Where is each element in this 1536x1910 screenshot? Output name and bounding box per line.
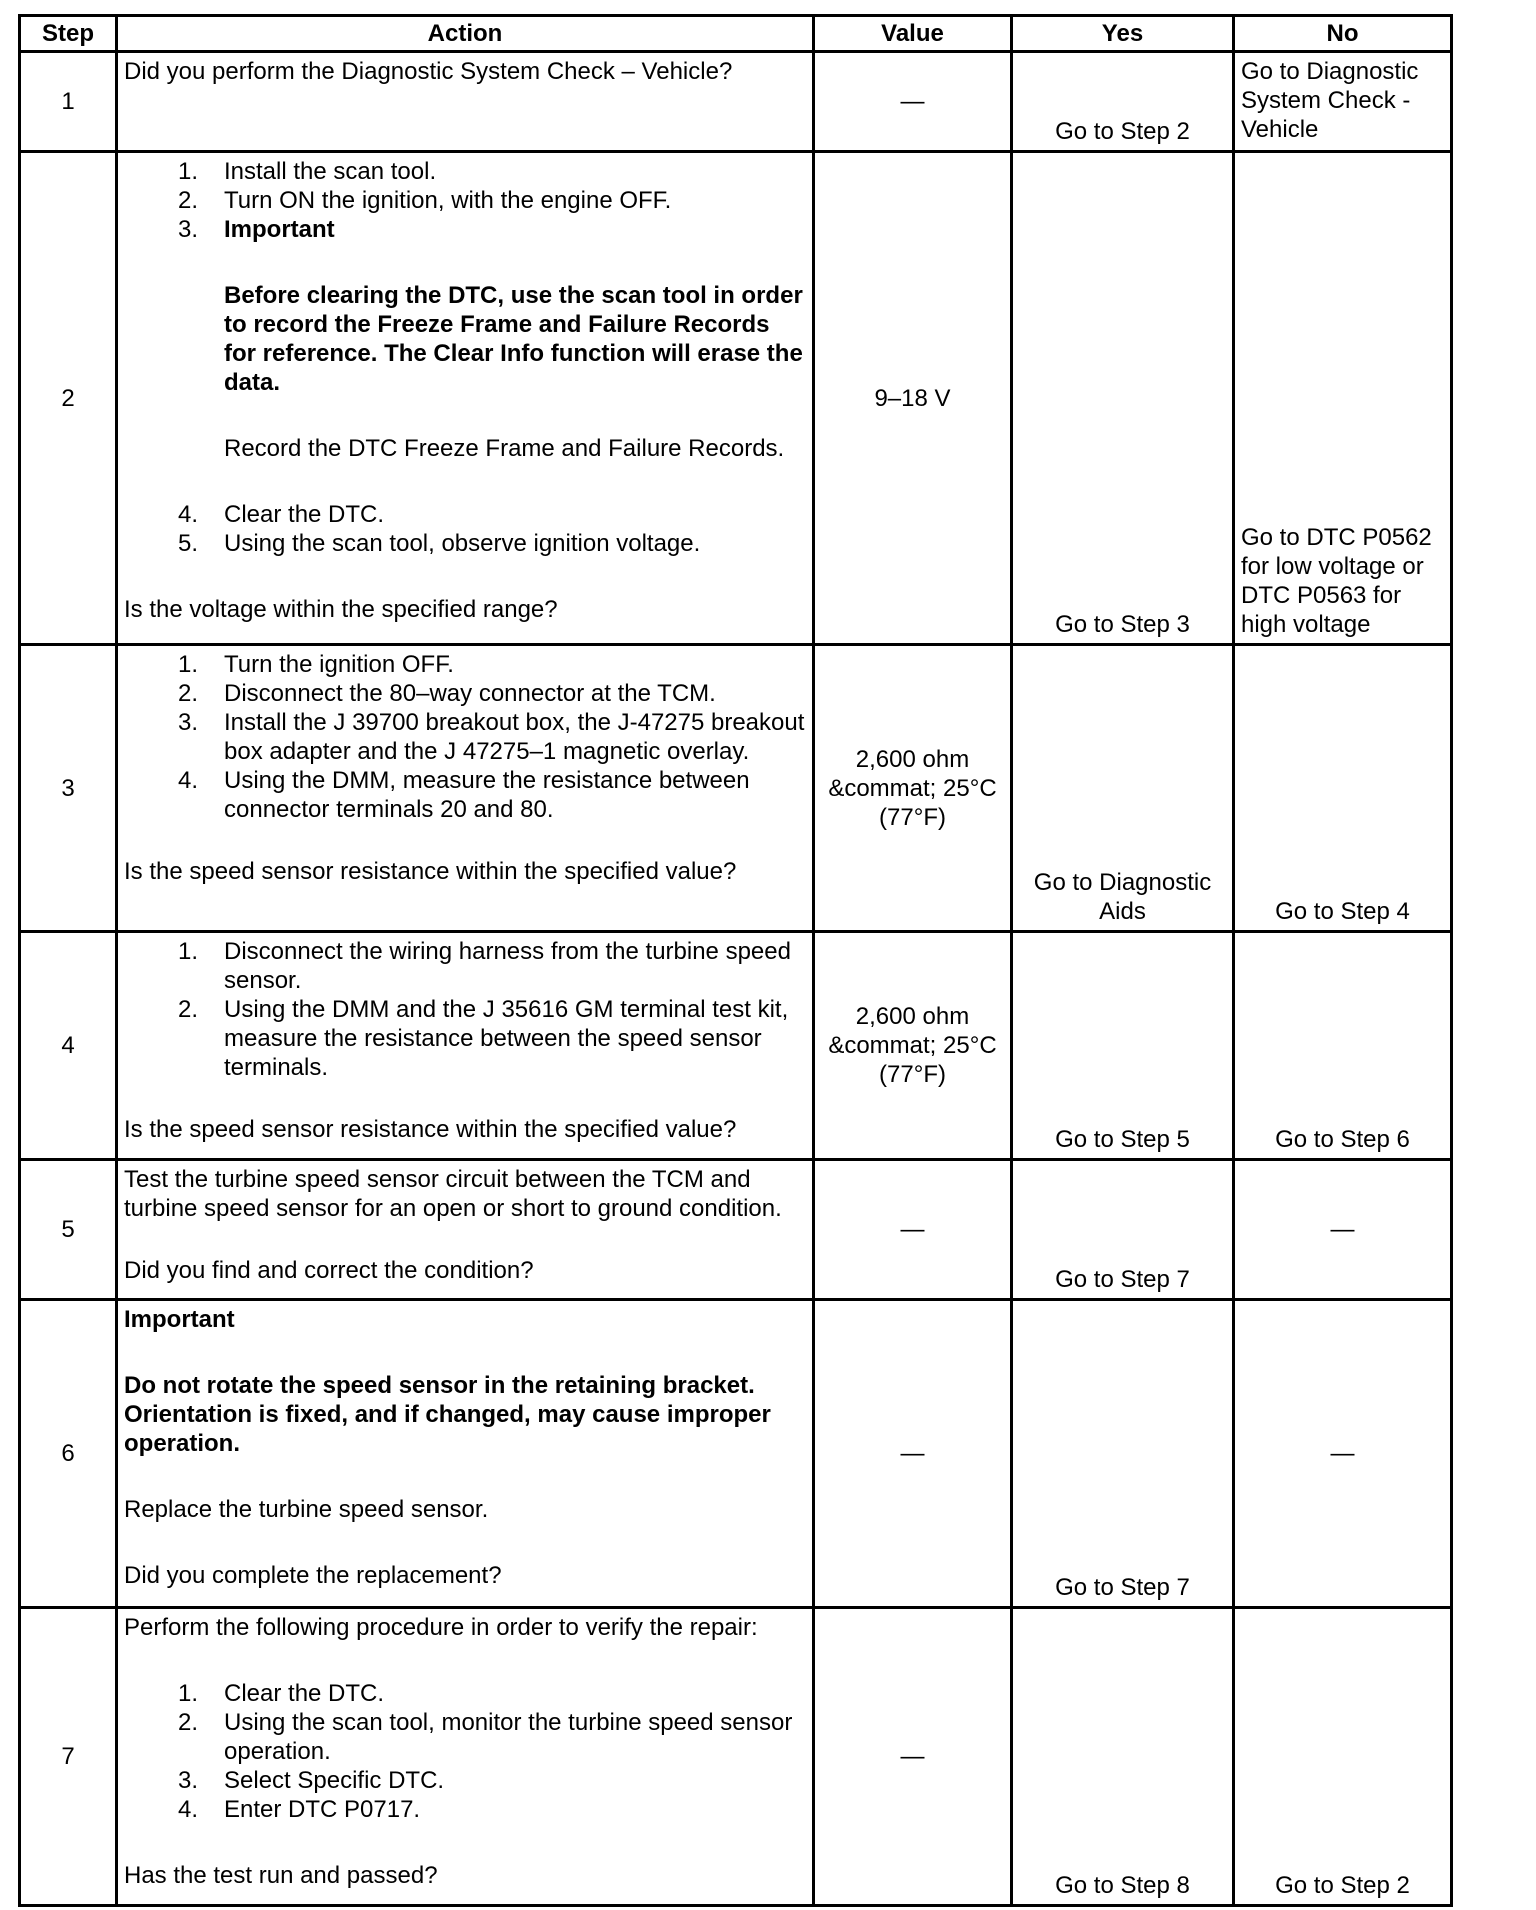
yes-cell: Go to Step 3 (1012, 152, 1234, 645)
list-item: 1. Clear the DTC. (177, 1680, 385, 1707)
instruction-text: Perform the following procedure in order to verify the repair: (124, 1614, 758, 1641)
step-number: 2 (20, 152, 117, 645)
value-cell: 2,600 ohm &commat; 25°C (77°F) (814, 932, 1012, 1160)
step-number: 6 (20, 1300, 117, 1608)
action-cell (117, 152, 814, 645)
diagnostic-table (18, 14, 1453, 1907)
question: Is the speed sensor resistance within the specified value? (124, 1116, 737, 1143)
step-list (124, 1679, 806, 1824)
question: Did you complete the replacement? (124, 1562, 502, 1589)
yes-cell: Go to Step 8 (1012, 1608, 1234, 1906)
important-note: Before clearing the DTC, use the scan tool in order to record the Freeze Frame and Failure Records for reference. The Clear Info function will erase the data. (224, 282, 803, 396)
no-cell: Go to Diagnostic System Check - Vehicle (1234, 52, 1452, 152)
value-cell: 9–18 V (814, 152, 1012, 645)
action-cell (117, 1608, 814, 1906)
step-number: 3 (20, 645, 117, 932)
step-list (124, 650, 806, 824)
no-cell: Go to Step 2 (1234, 1608, 1452, 1906)
list-item: 4. Enter DTC P0717. (177, 1796, 421, 1823)
list-item: 1. Turn the ignition OFF. (177, 651, 454, 678)
list-item: 3. Important (177, 216, 335, 243)
question: Has the test run and passed? (124, 1862, 438, 1889)
step-list (124, 500, 806, 558)
no-cell: Go to DTC P0562 for low voltage or DTC P0563 for high voltage (1234, 152, 1452, 645)
list-item: 3. Select Specific DTC. (177, 1767, 445, 1794)
yes-cell: Go to Step 2 (1012, 52, 1234, 152)
table-row (20, 932, 1452, 1160)
header-yes: Yes (1012, 16, 1234, 52)
list-item: 1. Disconnect the wiring harness from the turbine speed sensor. (177, 938, 791, 994)
question: Is the voltage within the specified range? (124, 596, 558, 623)
question: Is the speed sensor resistance within the specified value? (124, 858, 737, 885)
header-value: Value (814, 16, 1012, 52)
header-row (20, 16, 1452, 52)
value-cell: — (814, 1608, 1012, 1906)
table-row (20, 52, 1452, 152)
no-cell: — (1234, 1160, 1452, 1300)
table-row (20, 1608, 1452, 1906)
list-item: 2. Turn ON the ignition, with the engine OFF. (177, 187, 672, 214)
list-item: 2. Disconnect the 80–way connector at the TCM. (177, 680, 716, 707)
no-cell: — (1234, 1300, 1452, 1608)
step-list (124, 157, 806, 244)
no-cell: Go to Step 6 (1234, 932, 1452, 1160)
yes-cell: Go to Step 7 (1012, 1300, 1234, 1608)
step-list (124, 937, 806, 1082)
list-item: 4. Using the DMM, measure the resistance between connector terminals 20 and 80. (177, 767, 750, 823)
important-label: Important (124, 1306, 235, 1333)
list-item: 5. Using the scan tool, observe ignition voltage. (177, 530, 701, 557)
question: Did you find and correct the condition? (124, 1257, 534, 1284)
step-number: 7 (20, 1608, 117, 1906)
header-step: Step (20, 16, 117, 52)
list-item: 1. Install the scan tool. (177, 158, 437, 185)
table-row (20, 152, 1452, 645)
instruction-text: Test the turbine speed sensor circuit between the TCM and turbine speed sensor for an open or short to ground condition. (124, 1166, 782, 1222)
header-action: Action (117, 16, 814, 52)
no-cell: Go to Step 4 (1234, 645, 1452, 932)
important-note: Do not rotate the speed sensor in the retaining bracket. Orientation is fixed, and if changed, may cause improper operation. (124, 1372, 771, 1457)
action-cell (117, 1300, 814, 1608)
step-number: 4 (20, 932, 117, 1160)
list-item: 2. Using the DMM and the J 35616 GM terminal test kit, measure the resistance between the speed sensor terminals. (177, 996, 789, 1081)
value-cell: — (814, 1300, 1012, 1608)
list-item: 2. Using the scan tool, monitor the turbine speed sensor operation. (177, 1709, 793, 1765)
list-item: 3. Install the J 39700 breakout box, the J-47275 breakout box adapter and the J 47275–1 magnetic overlay. (177, 709, 805, 765)
value-cell: 2,600 ohm &commat; 25°C (77°F) (814, 645, 1012, 932)
list-item: 4. Clear the DTC. (177, 501, 385, 528)
yes-cell: Go to Step 5 (1012, 932, 1234, 1160)
record-text: Record the DTC Freeze Frame and Failure Records. (224, 435, 785, 462)
table-row (20, 645, 1452, 932)
value-cell: — (814, 52, 1012, 152)
action-cell (117, 1160, 814, 1300)
step-number: 5 (20, 1160, 117, 1300)
header-no: No (1234, 16, 1452, 52)
action-cell (117, 932, 814, 1160)
step-number: 1 (20, 52, 117, 152)
instruction-text: Replace the turbine speed sensor. (124, 1496, 489, 1523)
action-cell (117, 645, 814, 932)
question: Did you perform the Diagnostic System Check – Vehicle? (124, 58, 733, 85)
table-row (20, 1300, 1452, 1608)
yes-cell: Go to Diagnostic Aids (1012, 645, 1234, 932)
action-cell (117, 52, 814, 152)
table-row (20, 1160, 1452, 1300)
yes-cell: Go to Step 7 (1012, 1160, 1234, 1300)
value-cell: — (814, 1160, 1012, 1300)
